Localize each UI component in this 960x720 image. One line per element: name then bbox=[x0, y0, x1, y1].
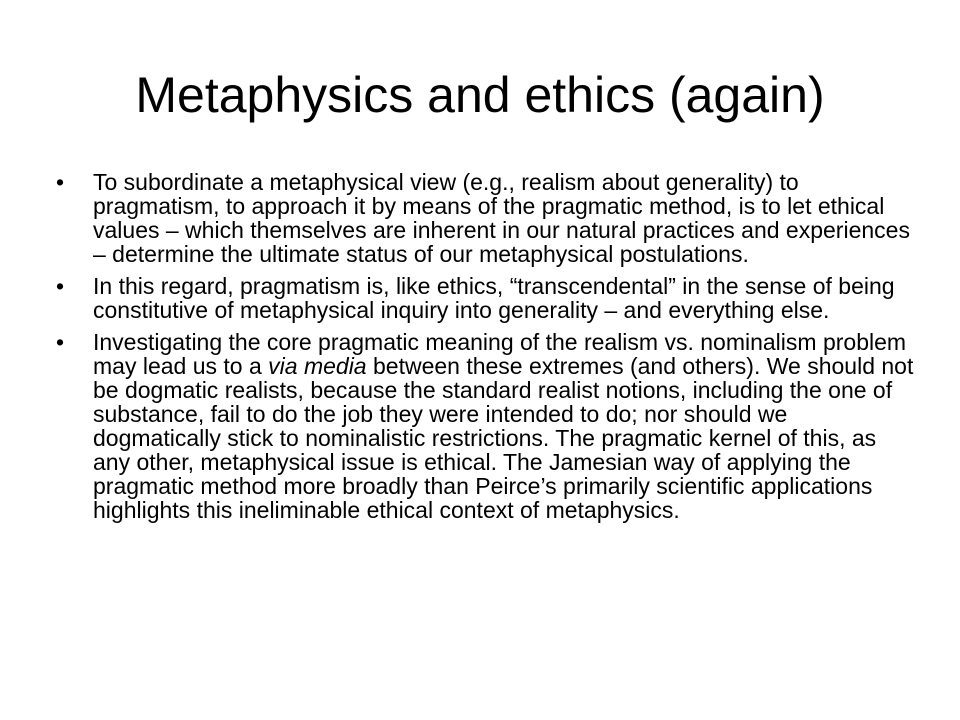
bullet-text: In this regard, pragmatism is, like ethics, “transcendental” in the sense of being constitutive of metaphysical inquiry into generality – and everything else. bbox=[93, 273, 895, 323]
bullet-text bbox=[93, 330, 916, 522]
bullet-list bbox=[56, 170, 916, 530]
slide-title: Metaphysics and ethics (again) bbox=[135, 67, 825, 123]
bullet-item bbox=[56, 274, 916, 322]
italic-term: via media bbox=[268, 353, 367, 379]
bullet-icon: • bbox=[56, 329, 65, 355]
bullet-text-part: between these extremes (and others). We should not be dogmatic realists, because the standard realist notions, including the one of substance, fail to do the job they were intended to do; nor should we dogmatically stick to nominalistic restrictions. The pragmatic kernel of this, as any other, metaphysical issue is ethical. The Jamesian way of applying the pragmatic method more broadly than Peirce’s primarily scientific applications highlights this ineliminable ethical context of metaphysics. bbox=[93, 353, 914, 523]
bullet-icon: • bbox=[56, 169, 65, 195]
bullet-item bbox=[56, 170, 916, 266]
bullet-text-part: Investigating the core pragmatic meaning of the realism vs. nominalism problem may lead us to a bbox=[93, 329, 907, 379]
bullet-icon: • bbox=[56, 273, 65, 299]
bullet-text: To subordinate a metaphysical view (e.g., realism about generality) to pragmatism, to approach it by means of the pragmatic method, is to let ethical values – which themselves are inherent in our natural practices and experiences – determine the ultimate status of our metaphysical postulations. bbox=[93, 169, 910, 267]
bullet-item bbox=[56, 330, 916, 522]
